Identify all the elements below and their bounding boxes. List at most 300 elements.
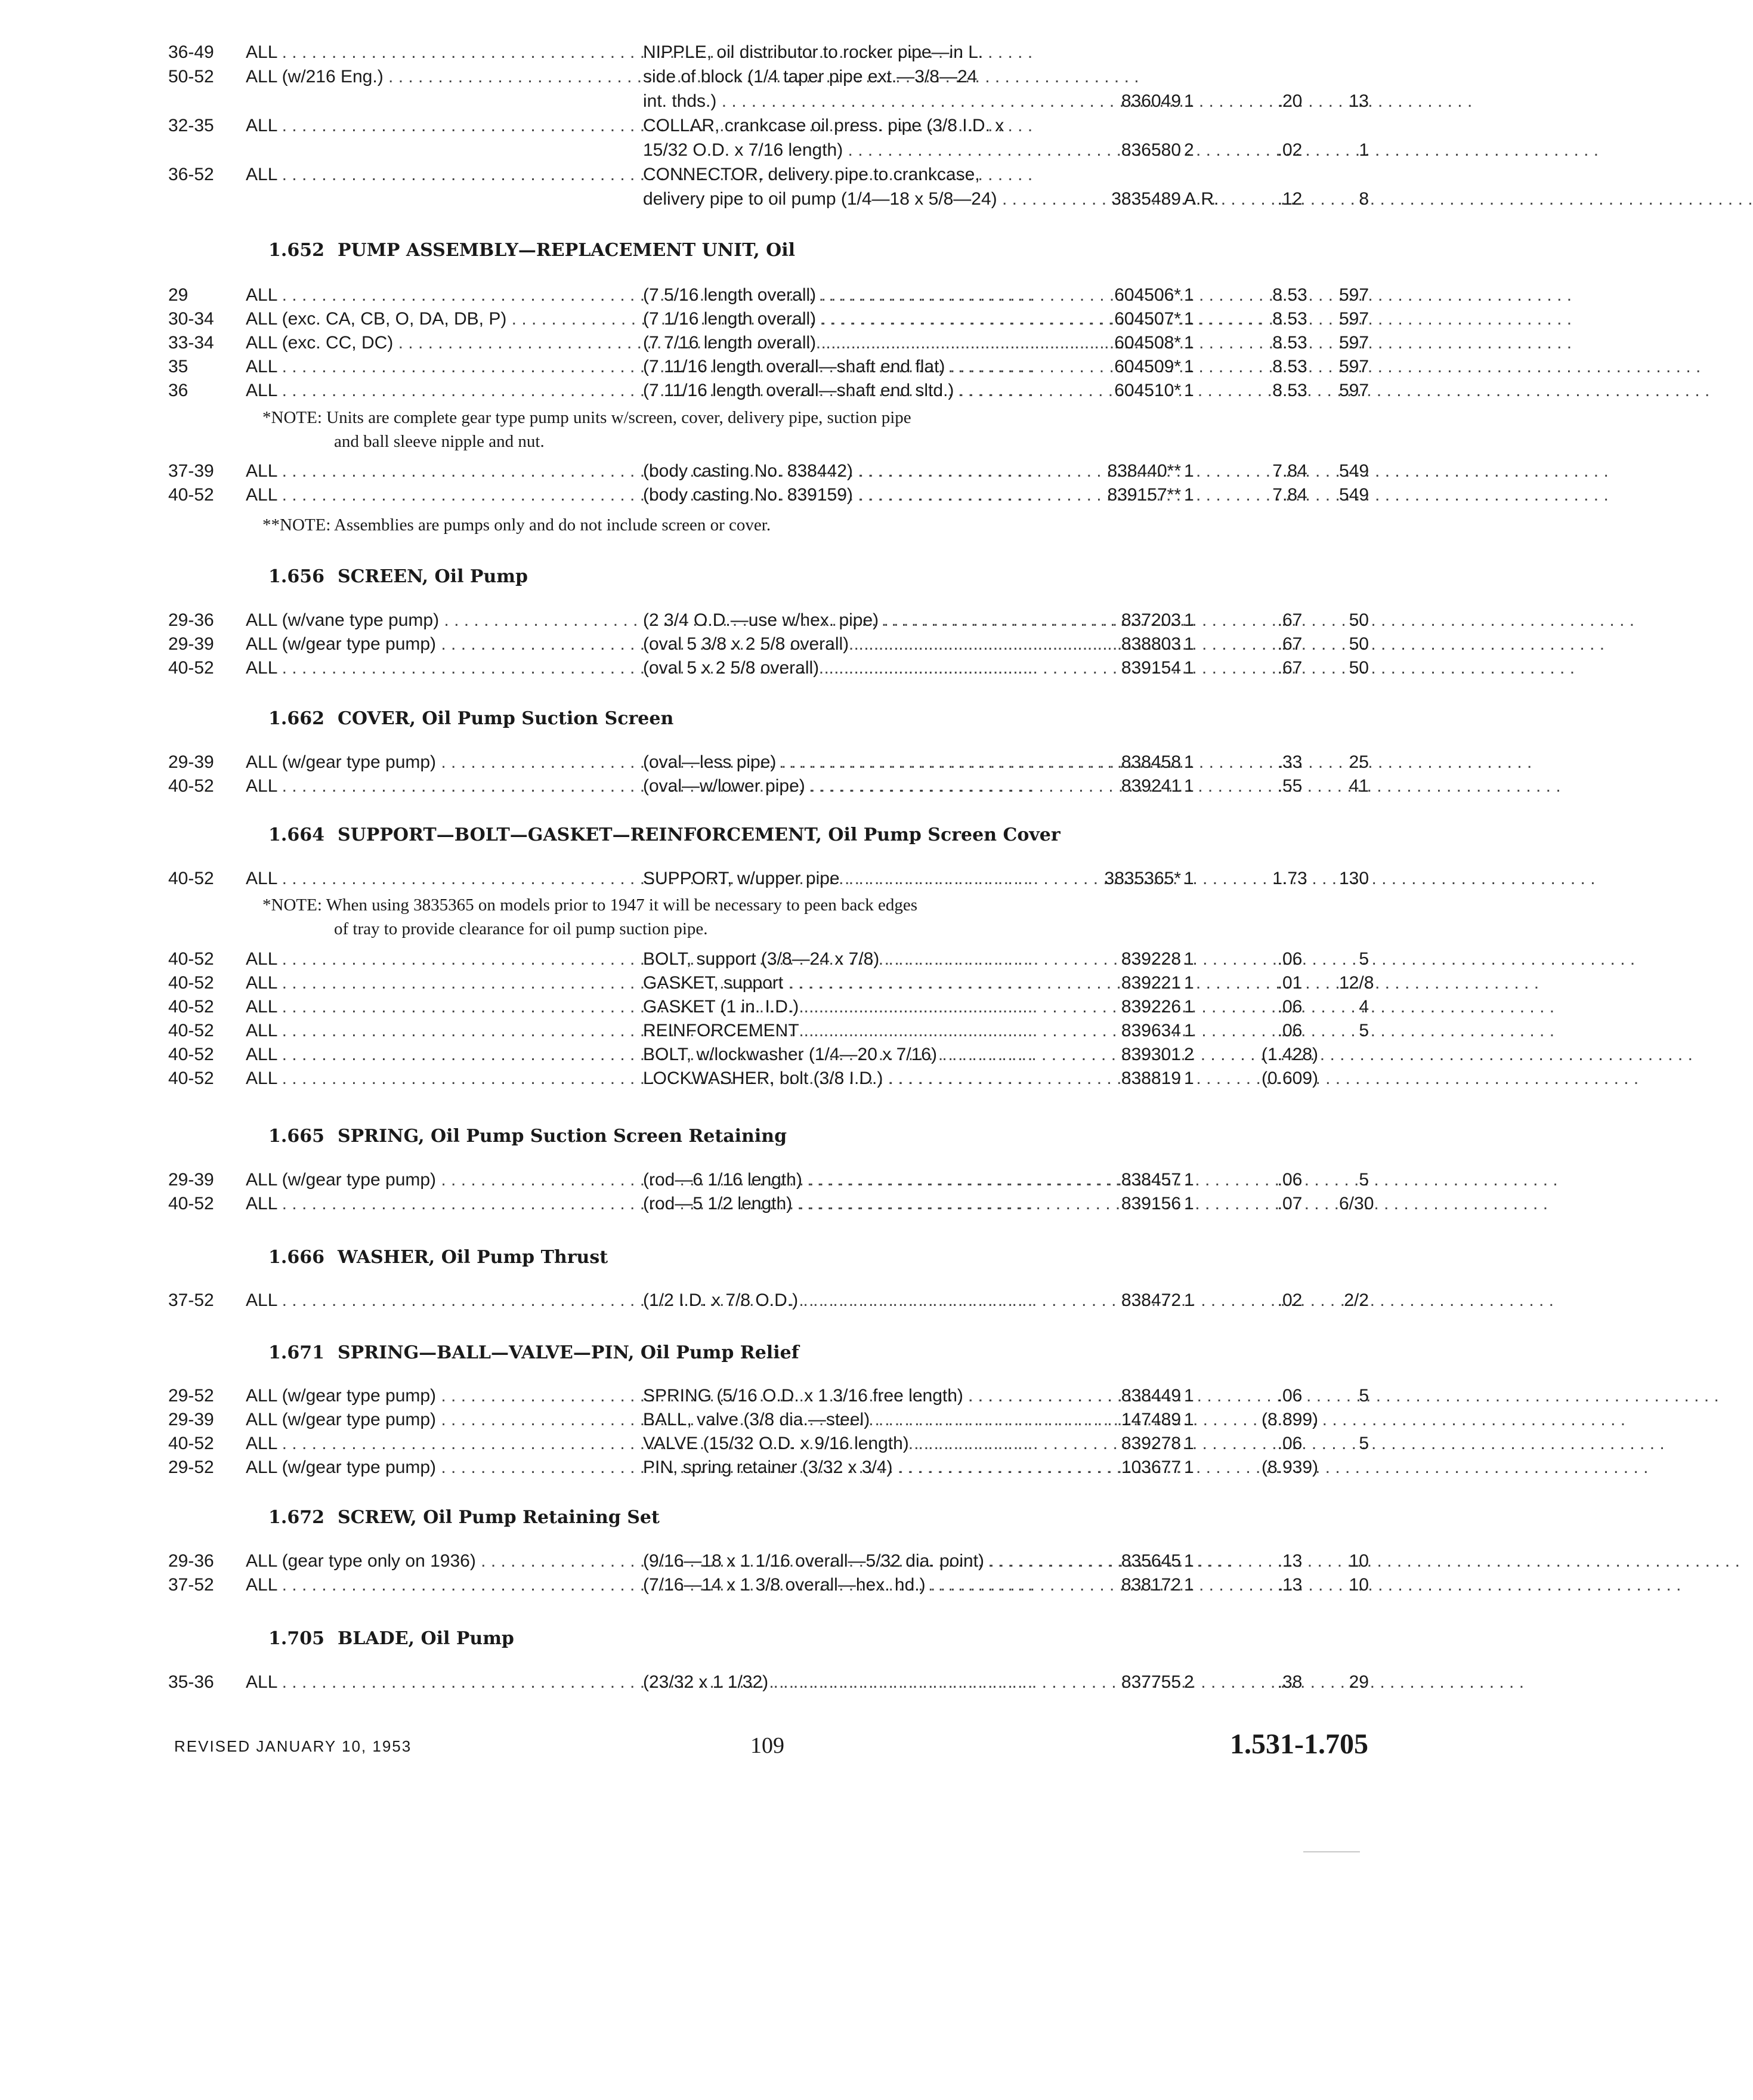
cell-year: 40-52 xyxy=(168,1021,214,1040)
section-range: 1.531-1.705 xyxy=(1230,1728,1368,1760)
table-row xyxy=(0,774,1508,798)
table-row xyxy=(0,1432,1508,1456)
cell-desc: (9/16—18 x 1 1/16 overall—5/32 dia. point) . . . xyxy=(643,1549,1068,1573)
cell-qty: 2 xyxy=(1184,140,1194,160)
cell-wt: 1 xyxy=(1359,140,1369,160)
table-row xyxy=(0,459,1508,483)
cell-year: 37-39 xyxy=(168,461,214,481)
cell-part: 839228 xyxy=(1121,949,1181,969)
note xyxy=(262,406,1097,453)
cell-model: ALL . . . xyxy=(246,1289,616,1312)
cell-model: ALL . . . xyxy=(246,1432,616,1456)
cell-wt: 10 xyxy=(1349,1551,1369,1571)
cell-model: ALL (w/gear type pump) . . . xyxy=(246,1408,616,1432)
cell-wt: 41 xyxy=(1349,776,1369,796)
table-row xyxy=(0,187,1508,211)
cell-desc: (rod—6 1/16 length) . . . xyxy=(643,1168,1068,1192)
note xyxy=(262,513,1097,537)
cell-desc: GASKET (1 in. I.D.) . . . xyxy=(643,995,1068,1019)
cell-desc: (oval—less pipe) . . . xyxy=(643,751,1068,774)
cell-wt: 6/30 xyxy=(1339,1194,1374,1213)
table-row xyxy=(0,1456,1508,1480)
cell-qty: 1 xyxy=(1184,610,1194,630)
section-heading xyxy=(268,822,1061,848)
cell-model: ALL . . . xyxy=(246,867,616,891)
cell-desc: COLLAR, crankcase oil press. pipe (3/8 I.D. x xyxy=(643,116,1004,135)
cell-qty: 2 xyxy=(1184,1045,1194,1064)
cell-year: 29-52 xyxy=(168,1386,214,1406)
cell-price: .67 xyxy=(1277,610,1303,630)
cell-qty xyxy=(1184,114,1238,138)
cell-part: 838458 xyxy=(1121,752,1181,772)
cell-qty: 1 xyxy=(1184,461,1194,481)
cell-price: .33 xyxy=(1277,752,1303,772)
cell-price: .38 xyxy=(1277,1672,1303,1692)
cell-model xyxy=(246,187,616,211)
cell-part xyxy=(1068,114,1181,138)
cell-price: .13 xyxy=(1277,1575,1303,1595)
cell-part: 604510* xyxy=(1114,381,1181,400)
cell-desc: side of block (1/4 taper pipe ext.—3/8—24 xyxy=(643,67,978,87)
cell-price: .02 xyxy=(1277,140,1303,160)
section-number: 1.666 xyxy=(268,1247,324,1268)
cell-model: ALL (w/216 Eng.) . . . xyxy=(246,65,616,89)
cell-price: .02 xyxy=(1277,1290,1303,1310)
cell-year: 37-52 xyxy=(168,1290,214,1310)
cell-qty: 1 xyxy=(1184,949,1194,969)
cell-qty: 1 xyxy=(1184,1170,1194,1190)
cell-wt: 12/8 xyxy=(1339,973,1374,993)
cell-price: (1.428) xyxy=(1261,1045,1319,1064)
cell-model: ALL (w/gear type pump) . . . xyxy=(246,1384,616,1408)
cell-wt: 5 xyxy=(1359,1434,1369,1453)
cell-desc: CONNECTOR, delivery pipe to crankcase, xyxy=(643,165,980,184)
cell-desc: PIN, spring retainer (3/32 x 3/4) . . . xyxy=(643,1456,1068,1480)
table-row xyxy=(0,1408,1508,1432)
cell-model: ALL . . . xyxy=(246,1670,616,1694)
cell-part: 837203 xyxy=(1121,610,1181,630)
cell-qty: 1 xyxy=(1184,658,1194,678)
table-row xyxy=(0,971,1508,995)
section-title: SCREW, Oil Pump Retaining Set xyxy=(337,1507,660,1528)
cell-price: 1.73 xyxy=(1272,869,1307,888)
cell-price: 8.53 xyxy=(1272,333,1307,353)
cell-desc: LOCKWASHER, bolt (3/8 I.D.) . . . xyxy=(643,1067,1068,1091)
cell-qty: 1 xyxy=(1184,869,1194,888)
cell-model: ALL . . . xyxy=(246,1573,616,1597)
cell-model: ALL . . . xyxy=(246,1192,616,1216)
cell-desc: VALVE (15/32 O.D. x 9/16 length) . . . xyxy=(643,1432,1068,1456)
section-number: 1.672 xyxy=(268,1507,324,1528)
cell-desc: (7 7/16 length overall) . . . xyxy=(643,331,1068,355)
cell-wt: 5 xyxy=(1359,1386,1369,1406)
cell-wt xyxy=(1339,1408,1369,1432)
table-row xyxy=(0,1168,1508,1192)
cell-desc: NIPPLE, oil distributor to rocker pipe—in L. xyxy=(643,42,984,62)
cell-wt: 5 xyxy=(1359,1021,1369,1040)
cell-wt: 25 xyxy=(1349,752,1369,772)
cell-part: 835645 xyxy=(1121,1551,1181,1571)
cell-price: .06 xyxy=(1277,1434,1303,1453)
cell-year: 36 xyxy=(168,381,188,400)
cell-price xyxy=(1241,163,1339,187)
cell-part: 838472 xyxy=(1121,1290,1181,1310)
cell-part: 839221 xyxy=(1121,973,1181,993)
section-number: 1.705 xyxy=(268,1628,324,1649)
section-heading xyxy=(268,1626,514,1652)
cell-year: 40-52 xyxy=(168,1434,214,1453)
cell-desc: (7 1/16 length overall) . . . xyxy=(643,307,1068,331)
cell-model: ALL . . . xyxy=(246,971,616,995)
note-line: *NOTE: When using 3835365 on models prior to 1947 it will be necessary to peen back edges xyxy=(262,895,918,915)
cell-model: ALL (w/gear type pump) . . . xyxy=(246,751,616,774)
cell-wt: 8 xyxy=(1359,189,1369,209)
note-line: **NOTE: Assemblies are pumps only and do not include screen or cover. xyxy=(262,515,771,535)
cell-qty: 1 xyxy=(1184,1194,1194,1213)
cell-qty: 1 xyxy=(1184,357,1194,376)
cell-year: 29-52 xyxy=(168,1457,214,1477)
cell-model xyxy=(246,138,616,162)
cell-part: 147489 xyxy=(1121,1410,1181,1429)
cell-wt: 2/2 xyxy=(1344,1290,1369,1310)
cell-model: ALL . . . xyxy=(246,355,616,379)
table-row xyxy=(0,1067,1508,1091)
cell-model: ALL . . . xyxy=(246,1043,616,1067)
cell-desc: (oval 5 3/8 x 2 5/8 overall) . . . xyxy=(643,632,1068,656)
cell-qty xyxy=(1184,65,1238,89)
section-title: SPRING, Oil Pump Suction Screen Retaining xyxy=(337,1126,787,1147)
cell-part: 604508* xyxy=(1114,333,1181,353)
section-title: COVER, Oil Pump Suction Screen xyxy=(337,708,674,729)
cell-model: ALL . . . xyxy=(246,283,616,307)
cell-qty: 1 xyxy=(1184,1434,1194,1453)
section-number: 1.671 xyxy=(268,1342,324,1363)
cell-part: 838440** xyxy=(1107,461,1181,481)
cell-qty: 1 xyxy=(1184,1575,1194,1595)
page-number: 109 xyxy=(750,1733,784,1758)
cell-qty xyxy=(1184,41,1238,64)
cell-qty xyxy=(1184,163,1238,187)
cell-model: ALL . . . xyxy=(246,995,616,1019)
cell-price: .06 xyxy=(1277,1170,1303,1190)
cell-part xyxy=(1068,41,1181,64)
cell-year: 40-52 xyxy=(168,997,214,1017)
cell-desc: REINFORCEMENT . . . xyxy=(643,1019,1068,1043)
cell-part: 839634 xyxy=(1121,1021,1181,1040)
cell-price: .12 xyxy=(1277,189,1303,209)
table-row xyxy=(0,867,1508,891)
note-line: *NOTE: Units are complete gear type pump units w/screen, cover, delivery pipe, suction pipe xyxy=(262,408,911,427)
cell-qty: 1 xyxy=(1184,333,1194,353)
cell-model: ALL . . . xyxy=(246,114,616,138)
cell-price xyxy=(1241,65,1339,89)
cell-wt: 29 xyxy=(1349,1672,1369,1692)
cell-wt xyxy=(1339,114,1369,138)
cell-part: 839226 xyxy=(1121,997,1181,1017)
cell-price: 8.53 xyxy=(1272,309,1307,329)
section-heading xyxy=(268,1244,608,1271)
table-row xyxy=(0,1549,1508,1573)
cell-year: 40-52 xyxy=(168,1045,214,1064)
cell-model: ALL (exc. CA, CB, O, DA, DB, P) . . . xyxy=(246,307,616,331)
cell-desc: (7 11/16 length overall—shaft end sltd.) . . . xyxy=(643,379,1068,403)
cell-qty: 1 xyxy=(1184,1457,1194,1477)
cell-desc: (23/32 x 1 1/32) . . . xyxy=(643,1670,1068,1694)
table-row xyxy=(0,379,1508,403)
cell-wt xyxy=(1339,41,1369,64)
section-heading xyxy=(268,1505,660,1531)
table-row xyxy=(0,307,1508,331)
cell-desc: (body casting No. 838442) . . . xyxy=(643,459,1068,483)
cell-desc: (oval 5 x 2 5/8 overall) . . . xyxy=(643,656,1068,680)
cell-desc: SUPPORT, w/upper pipe . . . xyxy=(643,867,1068,891)
section-title: WASHER, Oil Pump Thrust xyxy=(337,1247,608,1268)
cell-wt: 10 xyxy=(1349,1575,1369,1595)
cell-wt: 50 xyxy=(1349,610,1369,630)
table-row xyxy=(0,632,1508,656)
cell-desc: SPRING (5/16 O.D. x 1 3/16 free length) . . . xyxy=(643,1384,1068,1408)
cell-part xyxy=(1068,65,1181,89)
cell-wt: 13 xyxy=(1349,91,1369,111)
cell-price xyxy=(1241,41,1339,64)
cell-desc: 15/32 O.D. x 7/16 length) . . . xyxy=(643,138,1068,162)
cell-price: 8.53 xyxy=(1272,381,1307,400)
cell-price: .01 xyxy=(1277,973,1303,993)
cell-model: ALL . . . xyxy=(246,379,616,403)
table-row xyxy=(0,1192,1508,1216)
cell-qty: 1 xyxy=(1184,973,1194,993)
cell-qty: 1 xyxy=(1184,485,1194,505)
table-row xyxy=(0,1289,1508,1312)
table-row xyxy=(0,65,1508,89)
section-heading xyxy=(268,706,673,732)
cell-desc: (body casting No. 839159) . . . xyxy=(643,483,1068,507)
cell-desc: BOLT, support (3/8—24 x 7/8) . . . xyxy=(643,947,1068,971)
cell-qty: 1 xyxy=(1184,1021,1194,1040)
cell-desc: BALL, valve (3/8 dia.—steel) . . . xyxy=(643,1408,1068,1432)
cell-year: 40-52 xyxy=(168,869,214,888)
cell-desc: (7 11/16 length overall—shaft end flat) . . . xyxy=(643,355,1068,379)
cell-price: 8.53 xyxy=(1272,285,1307,305)
cell-qty: 1 xyxy=(1184,285,1194,305)
cell-wt: 4 xyxy=(1359,997,1369,1017)
table-row xyxy=(0,114,1508,138)
section-title: SUPPORT—BOLT—GASKET—REINFORCEMENT, Oil Pump Screen Cover xyxy=(337,824,1061,845)
section-number: 1.662 xyxy=(268,708,324,729)
cell-part xyxy=(1068,163,1181,187)
cell-desc: (oval—w/lower pipe) . . . xyxy=(643,774,1068,798)
section-heading xyxy=(268,237,795,264)
cell-year: 35 xyxy=(168,357,188,376)
cell-wt xyxy=(1339,1067,1369,1091)
cell-model: ALL . . . xyxy=(246,1019,616,1043)
cell-price: .06 xyxy=(1277,949,1303,969)
cell-desc: (2 3/4 O.D.—use w/hex. pipe) . . . xyxy=(643,609,1068,632)
cell-year: 29-39 xyxy=(168,1410,214,1429)
cell-model: ALL (w/vane type pump) . . . xyxy=(246,609,616,632)
cell-year: 40-52 xyxy=(168,949,214,969)
section-number: 1.656 xyxy=(268,566,324,587)
cell-year xyxy=(168,187,246,211)
cell-model: ALL (exc. CC, DC) . . . xyxy=(246,331,616,355)
cell-price: 7.84 xyxy=(1272,461,1307,481)
cell-year: 40-52 xyxy=(168,658,214,678)
cell-wt: 50 xyxy=(1349,658,1369,678)
cell-wt: 50 xyxy=(1349,634,1369,654)
table-row xyxy=(0,1573,1508,1597)
cell-year: 40-52 xyxy=(168,776,214,796)
cell-wt: 549 xyxy=(1339,461,1369,481)
cell-year: 32-35 xyxy=(168,116,214,135)
table-row xyxy=(0,1384,1508,1408)
table-row xyxy=(0,138,1508,162)
cell-desc: (rod—5 1/2 length) . . . xyxy=(643,1192,1068,1216)
cell-wt xyxy=(1339,1456,1369,1480)
cell-model: ALL . . . xyxy=(246,656,616,680)
cell-model: ALL . . . xyxy=(246,41,616,64)
cell-year: 33-34 xyxy=(168,333,214,353)
cell-year: 29-36 xyxy=(168,1551,214,1571)
cell-part: 839241 xyxy=(1121,776,1181,796)
cell-model: ALL (w/gear type pump) . . . xyxy=(246,1456,616,1480)
cell-part: 838457 xyxy=(1121,1170,1181,1190)
cell-part: 838449 xyxy=(1121,1386,1181,1406)
table-row xyxy=(0,751,1508,774)
cell-part: 3835489 xyxy=(1111,189,1181,209)
cell-part: 838172 xyxy=(1121,1575,1181,1595)
cell-part: 838819 xyxy=(1121,1068,1181,1088)
cell-part: 839156 xyxy=(1121,1194,1181,1213)
cell-qty: 1 xyxy=(1184,1386,1194,1406)
section-heading xyxy=(268,1123,787,1150)
cell-model: ALL . . . xyxy=(246,163,616,187)
cell-qty: 1 xyxy=(1184,1551,1194,1571)
section-title: SPRING—BALL—VALVE—PIN, Oil Pump Relief xyxy=(337,1342,799,1363)
table-row xyxy=(0,609,1508,632)
cell-qty: 1 xyxy=(1184,1290,1194,1310)
cell-wt: 597 xyxy=(1339,309,1369,329)
cell-part: 604506* xyxy=(1114,285,1181,305)
cell-price: .55 xyxy=(1277,776,1303,796)
cell-price: .20 xyxy=(1277,91,1303,111)
cell-model: ALL (gear type only on 1936) . . . xyxy=(246,1549,616,1573)
cell-part: 837755 xyxy=(1121,1672,1181,1692)
cell-model: ALL (w/gear type pump) . . . xyxy=(246,1168,616,1192)
cell-year xyxy=(168,89,246,113)
cell-price: .13 xyxy=(1277,1551,1303,1571)
cell-qty: 1 xyxy=(1184,997,1194,1017)
cell-wt xyxy=(1339,163,1369,187)
cell-qty: 1 xyxy=(1184,1068,1194,1088)
cell-model: ALL . . . xyxy=(246,483,616,507)
cell-part: 839157** xyxy=(1107,485,1181,505)
cell-part: 839278 xyxy=(1121,1434,1181,1453)
table-row xyxy=(0,947,1508,971)
cell-year: 29-36 xyxy=(168,610,214,630)
cell-model: ALL (w/gear type pump) . . . xyxy=(246,632,616,656)
table-row xyxy=(0,1670,1508,1694)
cell-part: 604509* xyxy=(1114,357,1181,376)
cell-desc: (1/2 I.D. x 7/8 O.D.) . . . xyxy=(643,1289,1068,1312)
table-row xyxy=(0,995,1508,1019)
cell-wt xyxy=(1339,1043,1369,1067)
section-title: BLADE, Oil Pump xyxy=(337,1628,514,1649)
section-heading xyxy=(268,1340,799,1366)
cell-qty: 1 xyxy=(1184,776,1194,796)
cell-wt: 597 xyxy=(1339,381,1369,400)
table-row xyxy=(0,1019,1508,1043)
cell-part: 838803 xyxy=(1121,634,1181,654)
cell-year: 29 xyxy=(168,285,188,305)
cell-price: (0.609) xyxy=(1261,1068,1319,1088)
cell-year: 40-52 xyxy=(168,973,214,993)
cell-part: 839301 xyxy=(1121,1045,1181,1064)
cell-price: .07 xyxy=(1277,1194,1303,1213)
table-row xyxy=(0,483,1508,507)
table-row xyxy=(0,355,1508,379)
cell-qty: 1 xyxy=(1184,309,1194,329)
cell-qty: 1 xyxy=(1184,634,1194,654)
cell-price: 8.53 xyxy=(1272,357,1307,376)
table-row xyxy=(0,89,1508,113)
cell-price: (8.939) xyxy=(1261,1457,1319,1477)
cell-year: 40-52 xyxy=(168,1194,214,1213)
cell-year: 40-52 xyxy=(168,1068,214,1088)
cell-price: .06 xyxy=(1277,1021,1303,1040)
cell-wt: 5 xyxy=(1359,1170,1369,1190)
cell-part: 604507* xyxy=(1114,309,1181,329)
cell-year: 50-52 xyxy=(168,67,214,87)
revised-date: REVISED JANUARY 10, 1953 xyxy=(174,1737,412,1755)
table-row xyxy=(0,1043,1508,1067)
cell-wt: 597 xyxy=(1339,333,1369,353)
cell-qty: 2 xyxy=(1184,1672,1194,1692)
cell-year: 35-36 xyxy=(168,1672,214,1692)
cell-wt: 597 xyxy=(1339,285,1369,305)
section-number: 1.652 xyxy=(268,240,324,261)
section-title: PUMP ASSEMBLY—REPLACEMENT UNIT, Oil xyxy=(337,240,796,261)
cell-qty: 1 xyxy=(1184,752,1194,772)
cell-year: 37-52 xyxy=(168,1575,214,1595)
cell-wt xyxy=(1339,65,1369,89)
cell-wt: 549 xyxy=(1339,485,1369,505)
cell-model: ALL . . . xyxy=(246,774,616,798)
section-heading xyxy=(268,564,528,590)
cell-price: .06 xyxy=(1277,997,1303,1017)
cell-price: (8.899) xyxy=(1261,1410,1319,1429)
cell-year: 40-52 xyxy=(168,485,214,505)
cell-price: .67 xyxy=(1277,634,1303,654)
cell-year: 29-39 xyxy=(168,634,214,654)
cell-part: 3835365* xyxy=(1104,869,1181,888)
table-row xyxy=(0,283,1508,307)
cell-year: 36-52 xyxy=(168,165,214,184)
cell-qty: 1 xyxy=(1184,381,1194,400)
cell-year xyxy=(168,138,246,162)
cell-wt: 5 xyxy=(1359,949,1369,969)
cell-price: 7.84 xyxy=(1272,485,1307,505)
cell-model: ALL . . . xyxy=(246,947,616,971)
cell-desc: GASKET, support . . . xyxy=(643,971,1068,995)
cell-wt: 597 xyxy=(1339,357,1369,376)
cell-model: ALL . . . xyxy=(246,459,616,483)
cell-model: ALL . . . xyxy=(246,1067,616,1091)
section-number: 1.665 xyxy=(268,1126,324,1147)
cell-price: .06 xyxy=(1277,1386,1303,1406)
table-row xyxy=(0,656,1508,680)
cell-qty: A.R. xyxy=(1184,189,1219,209)
cell-part: 103677 xyxy=(1121,1457,1181,1477)
